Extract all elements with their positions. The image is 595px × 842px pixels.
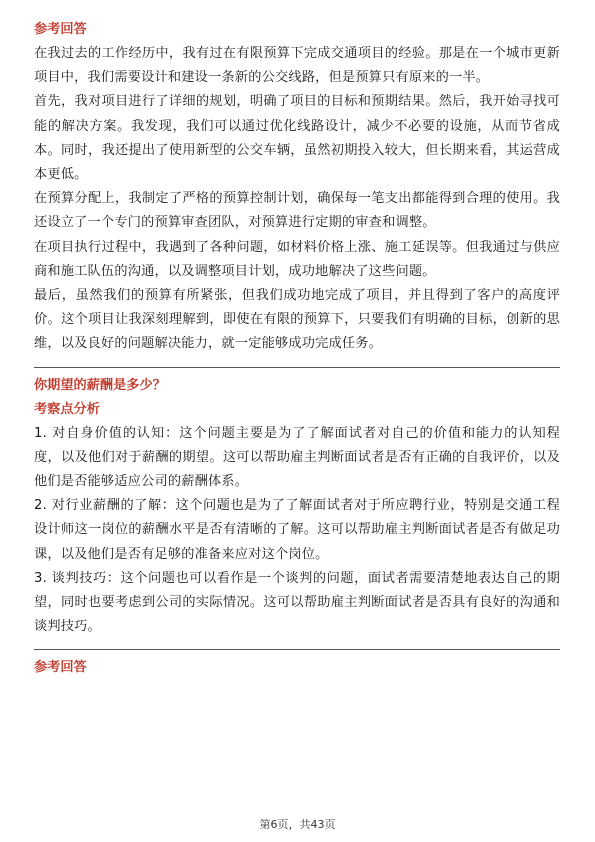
analysis-point: 2. 对行业薪酬的了解：这个问题也是为了了解面试者对于所应聘行业，特别是交通工程设计师这一岗位的薪酬水平是否有清晰的了解。这可以帮助雇主判断面试者是否有做足功课，以及他们是否有足够的准备来应对这个岗位。 xyxy=(34,498,560,562)
answer-paragraph: 在我过去的工作经历中，我有过在有限预算下完成交通项目的经验。那是在一个城市更新项目中，我们需要设计和建设一条新的公交线路，但是预算只有原来的一半。 xyxy=(34,46,560,86)
analysis-heading: 考察点分析 xyxy=(34,401,100,417)
answer-heading: 参考回答 xyxy=(34,660,87,676)
analysis-point: 1. 对自身价值的认知：这个问题主要是为了了解面试者对自己的价值和能力的认知程度，以及他们对于薪酬的期望。这可以帮助雇主判断面试者是否有正确的自我评价，以及他们是否能够适应公司的薪酬体系。 xyxy=(34,425,560,490)
answer-paragraph: 首先，我对项目进行了详细的规划，明确了项目的目标和预期结果。然后，我开始寻找可能的解决方案。我发现，我们可以通过优化线路设计，减少不必要的设施，从而节省成本。同时，我还提出了使用新型的公交车辆，虽然初期投入较大，但长期来看，其运营成本更低。 xyxy=(34,94,560,183)
section-divider xyxy=(34,649,560,650)
answer-paragraph: 最后，虽然我们的预算有所紧张，但我们成功地完成了项目，并且得到了客户的高度评价。这个项目让我深刻理解到，即使在有限的预算下，只要我们有明确的目标，创新的思维，以及良好的问题解决能力，就一定能够成功完成任务。 xyxy=(34,288,560,352)
question-title: 你期望的薪酬是多少？ xyxy=(34,377,166,393)
page-number: 第6页，共43页 xyxy=(259,818,336,831)
analysis-point: 3. 谈判技巧：这个问题也可以看作是一个谈判的问题，面试者需要清楚地表达自己的期望，同时也要考虑到公司的实际情况。这可以帮助雇主判断面试者是否具有良好的沟通和谈判技巧。 xyxy=(34,570,560,635)
answer-paragraph: 在项目执行过程中，我遇到了各种问题，如材料价格上涨、施工延误等。但我通过与供应商和施工队伍的沟通，以及调整项目计划，成功地解决了这些问题。 xyxy=(34,239,560,279)
section-divider xyxy=(34,367,560,368)
answer-heading: 参考回答 xyxy=(34,22,87,37)
answer-paragraph: 在预算分配上，我制定了严格的预算控制计划，确保每一笔支出都能得到合理的使用。我还设立了一个专门的预算审查团队，对预算进行定期的审查和调整。 xyxy=(34,191,560,231)
document-page xyxy=(34,18,560,680)
